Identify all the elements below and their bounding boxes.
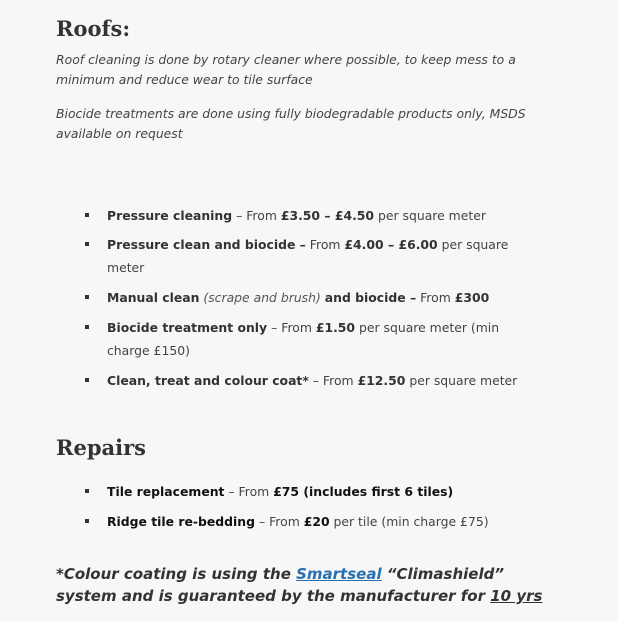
item-unit: per square meter (min charge £150) bbox=[107, 320, 500, 358]
item-price: £20 bbox=[303, 514, 330, 529]
item-unit: per square meter bbox=[107, 237, 509, 275]
smartseal-link[interactable]: Smartseal bbox=[296, 565, 382, 583]
repairs-heading: Repairs bbox=[56, 435, 146, 460]
roofs-heading: Roofs: bbox=[56, 16, 131, 41]
item-price: £12.50 bbox=[357, 373, 406, 388]
item-name: Clean, treat and colour coat* bbox=[107, 373, 309, 388]
biocide-note: Biocide treatments are done using fully biodegradable products only, MSDS available on request bbox=[56, 106, 526, 141]
item-price: £300 bbox=[454, 290, 490, 305]
item-name: Biocide treatment only bbox=[107, 320, 268, 335]
guarantee-term: 10 yrs bbox=[490, 587, 543, 605]
item-unit: per tile (min charge £75) bbox=[329, 514, 489, 529]
item-price: £75 (includes first 6 tiles) bbox=[273, 484, 454, 499]
item-sep: From bbox=[305, 237, 345, 252]
item-aside: (scrape and brush) bbox=[203, 290, 321, 305]
list-item bbox=[85, 480, 525, 503]
list-item bbox=[85, 510, 525, 533]
item-name: Pressure clean and biocide – bbox=[107, 237, 306, 252]
repair-price-list bbox=[85, 480, 525, 533]
item-sep: – From bbox=[224, 484, 274, 499]
item-name: Tile replacement bbox=[107, 484, 225, 499]
roof-price-list bbox=[85, 204, 525, 392]
item-sep: – From bbox=[255, 514, 304, 529]
item-sep: From bbox=[416, 290, 455, 305]
list-item bbox=[85, 204, 525, 227]
item-name: Pressure cleaning bbox=[107, 208, 233, 223]
item-price: £4.00 – £6.00 bbox=[344, 237, 438, 252]
list-item bbox=[85, 369, 525, 392]
list-item bbox=[85, 316, 525, 362]
item-name-2: and biocide – bbox=[324, 290, 417, 305]
item-unit: per square meter bbox=[405, 373, 518, 388]
item-price: £3.50 – £4.50 bbox=[280, 208, 375, 223]
list-item bbox=[85, 286, 525, 309]
item-name: Manual clean bbox=[107, 290, 200, 305]
item-name: Ridge tile re-bedding bbox=[107, 514, 255, 529]
item-sep: – From bbox=[232, 208, 281, 223]
item-sep: – From bbox=[308, 373, 358, 388]
list-item bbox=[85, 233, 525, 279]
footer-prefix: *Colour coating is using the bbox=[56, 565, 297, 583]
footer-middle: “Climashield” system and is guaranteed by the manufacturer for bbox=[56, 565, 504, 605]
guarantee-note bbox=[56, 563, 556, 607]
roof-cleaning-note: Roof cleaning is done by rotary cleaner where possible, to keep mess to a minimum and reduce wear to tile surface bbox=[56, 52, 516, 87]
item-unit: per square meter bbox=[374, 208, 486, 223]
item-sep: – From bbox=[267, 320, 316, 335]
item-price: £1.50 bbox=[315, 320, 356, 335]
